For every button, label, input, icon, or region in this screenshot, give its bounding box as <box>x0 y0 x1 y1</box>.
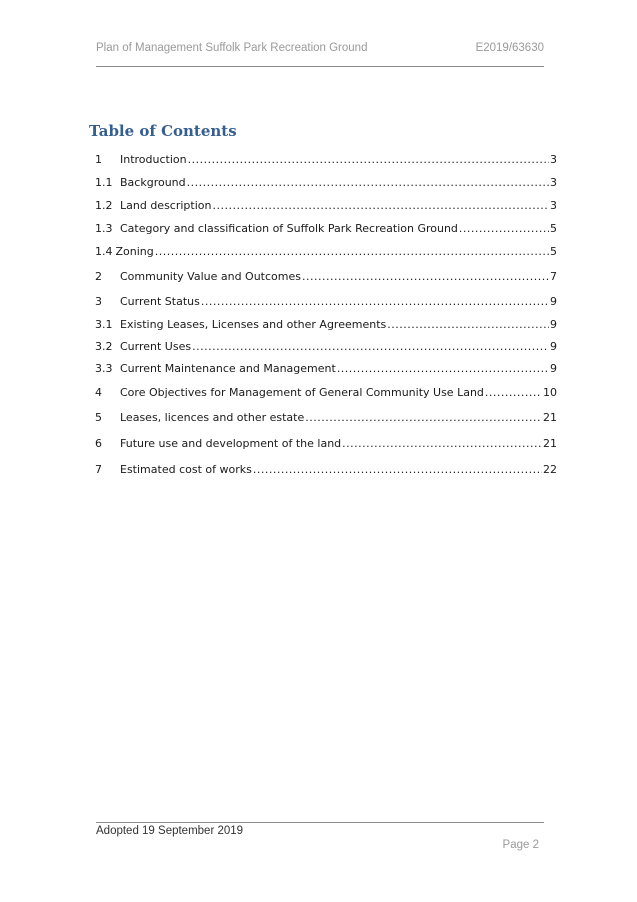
toc-entry[interactable] <box>95 462 557 478</box>
toc-entry-number: 1 <box>95 153 102 166</box>
toc-entry-label: Current Maintenance and Management <box>120 362 336 375</box>
toc-entry-number: 7 <box>95 463 102 476</box>
toc-dot-leader <box>459 221 549 237</box>
toc-entry[interactable] <box>95 361 557 377</box>
toc-entry[interactable] <box>95 436 557 452</box>
toc-dot-leader <box>305 410 542 426</box>
toc-entry-number: 1.1 <box>95 176 113 189</box>
toc-entry-label: Introduction <box>120 153 187 166</box>
toc-dot-leader <box>155 244 549 260</box>
toc-dot-leader <box>253 462 542 478</box>
toc-entry-number: 3.1 <box>95 318 113 331</box>
toc-dot-leader <box>187 175 549 191</box>
header-title: Plan of Management Suffolk Park Recreation Ground <box>96 42 368 54</box>
toc-entry-label: Current Uses <box>120 340 192 353</box>
toc-entry[interactable] <box>95 385 557 401</box>
toc-entry-label: Community Value and Outcomes <box>120 270 301 283</box>
page-header <box>96 40 544 67</box>
toc-entry-number: 1.4 <box>95 245 113 258</box>
toc-entry-page: 7 <box>550 270 557 283</box>
toc-dot-leader <box>302 269 549 285</box>
toc-entry-number: 3 <box>95 295 102 308</box>
toc-entry-label: Existing Leases, Licenses and other Agreements <box>120 318 387 331</box>
toc-heading: Table of Contents <box>89 122 237 140</box>
page-number: Page 2 <box>502 839 539 851</box>
toc-entry[interactable] <box>95 221 557 237</box>
toc-entry-number: 3.2 <box>95 340 113 353</box>
toc-entry-label: Category and classification of Suffolk Park Recreation Ground <box>120 222 458 235</box>
toc-dot-leader <box>212 198 549 214</box>
toc-entry-number: 3.3 <box>95 362 113 375</box>
toc-entry-number: 1.3 <box>95 222 113 235</box>
toc-dot-leader <box>387 317 549 333</box>
toc-entry[interactable] <box>95 294 557 310</box>
toc-entry[interactable] <box>95 198 557 214</box>
toc-entry[interactable] <box>95 244 557 260</box>
toc-entry[interactable] <box>95 152 557 168</box>
toc-dot-leader <box>192 339 549 355</box>
toc-entry-number: 4 <box>95 386 102 399</box>
toc-entry-page: 5 <box>550 222 557 235</box>
toc-entry-page: 9 <box>550 340 557 353</box>
toc-entry-number: 5 <box>95 411 102 424</box>
toc-entry[interactable] <box>95 317 557 333</box>
adoption-date: Adopted 19 September 2019 <box>96 825 244 837</box>
toc-entry-label: Core Objectives for Management of General Community Use Land <box>120 386 484 399</box>
toc-entry-page: 9 <box>550 295 557 308</box>
toc-dot-leader <box>201 294 549 310</box>
toc-entry-label: Zoning <box>115 245 154 258</box>
toc-entry-label: Current Status <box>120 295 200 308</box>
toc-entry-page: 22 <box>543 463 557 476</box>
toc-entry-label: Land description <box>120 199 212 212</box>
toc-dot-leader <box>337 361 549 377</box>
toc-entry-page: 9 <box>550 318 557 331</box>
toc-dot-leader <box>188 152 549 168</box>
toc-entry-page: 3 <box>550 176 557 189</box>
toc-entry-label: Future use and development of the land <box>120 437 342 450</box>
toc-entry-page: 3 <box>550 153 557 166</box>
toc-entry-label: Estimated cost of works <box>120 463 252 476</box>
toc-entry[interactable] <box>95 269 557 285</box>
toc-entry-page: 21 <box>543 411 557 424</box>
toc-entry[interactable] <box>95 339 557 355</box>
toc-dot-leader <box>485 385 542 401</box>
toc-entry-page: 21 <box>543 437 557 450</box>
page-footer <box>96 822 544 851</box>
toc-entry[interactable] <box>95 175 557 191</box>
toc-entry-label: Background <box>120 176 186 189</box>
toc-dot-leader <box>342 436 542 452</box>
toc-entry-page: 10 <box>543 386 557 399</box>
toc-entry-number: 1.2 <box>95 199 113 212</box>
toc-entry-page: 3 <box>550 199 557 212</box>
toc-entry-label: Leases, licences and other estate <box>120 411 305 424</box>
toc-entry-number: 2 <box>95 270 102 283</box>
toc-entry-page: 9 <box>550 362 557 375</box>
toc-entry-page: 5 <box>550 245 557 258</box>
toc-entry[interactable] <box>95 410 557 426</box>
toc-entry-number: 6 <box>95 437 102 450</box>
header-reference: E2019/63630 <box>475 42 544 54</box>
